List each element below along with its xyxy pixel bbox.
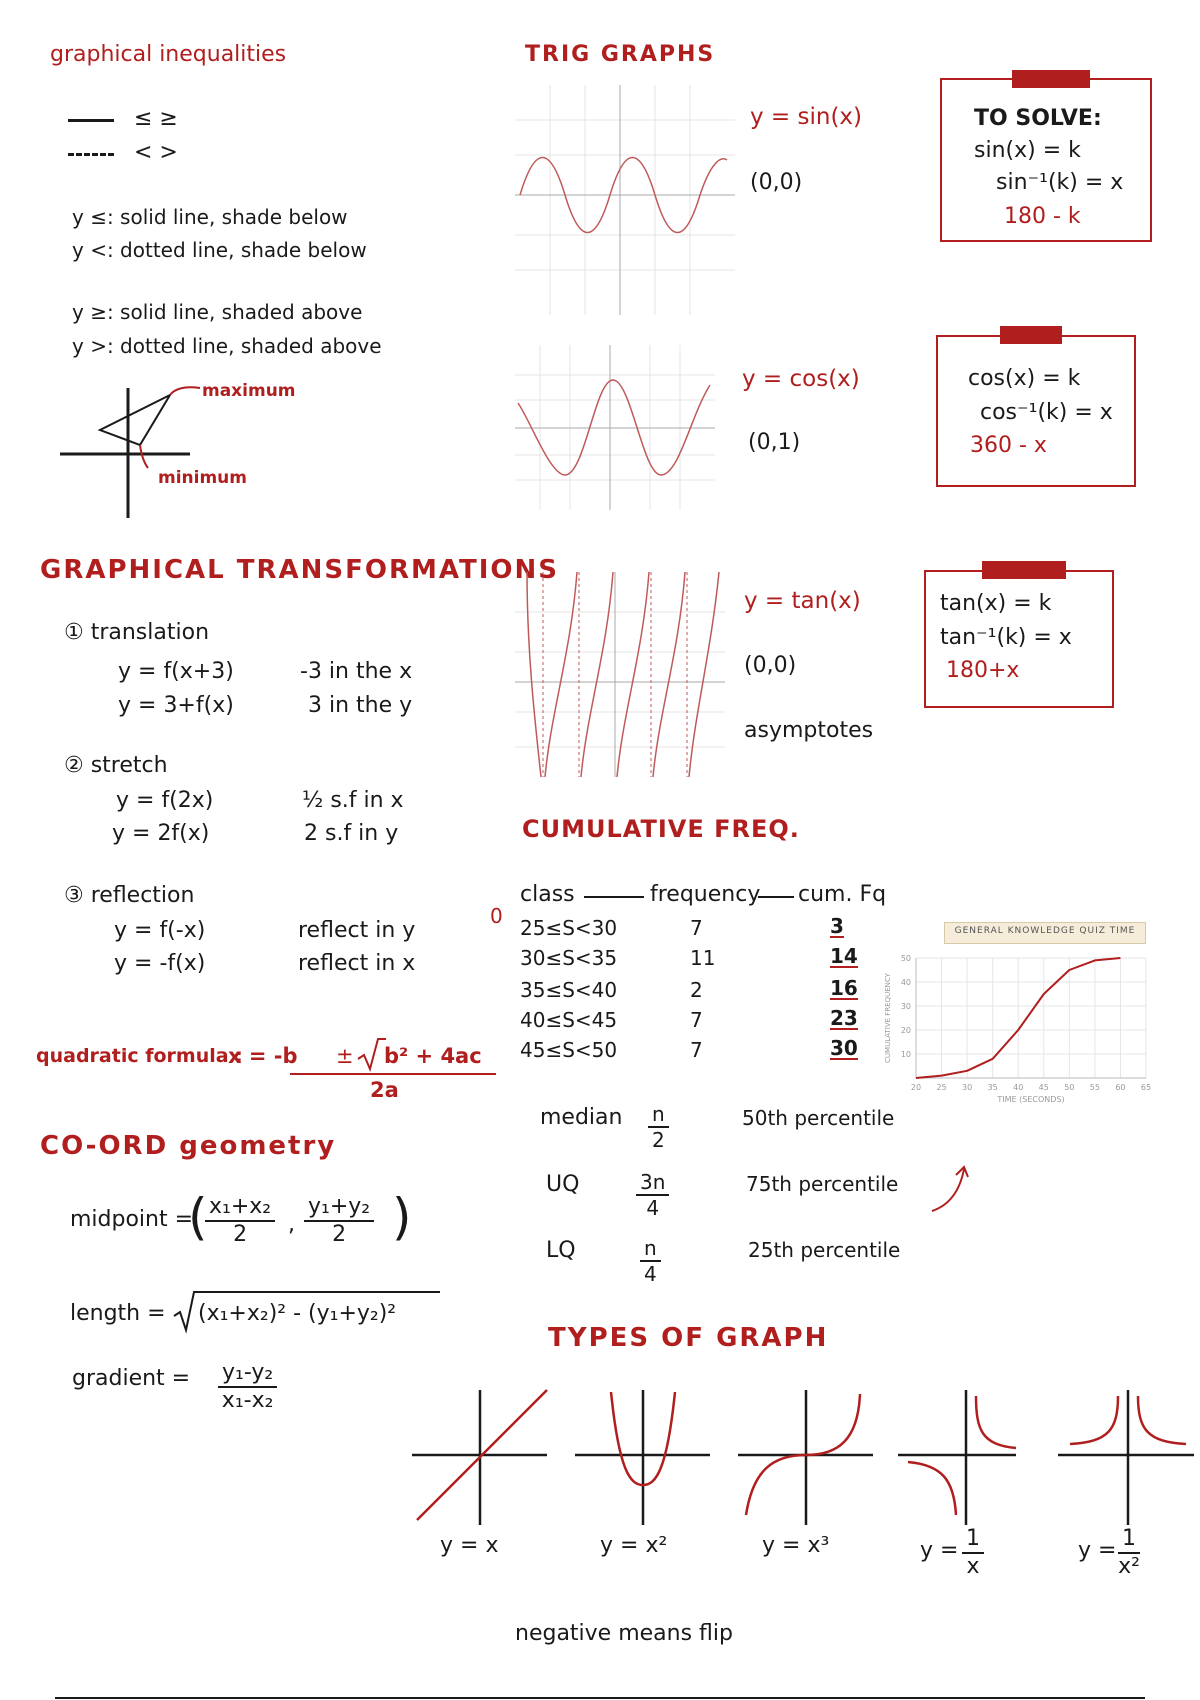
graph-quadratic-label: y = x² (600, 1533, 668, 1558)
graph-reciprocal-squared-numerator: 1 (1118, 1528, 1140, 1554)
types-title: TYPES OF GRAPH (548, 1323, 829, 1353)
midpoint-open-paren: ( (188, 1188, 208, 1246)
sine-box-tab (1012, 70, 1090, 88)
stretch-eq-1: y = f(2x) (116, 788, 214, 813)
cum-row-1: 3 (830, 914, 844, 938)
class-row-5: 45≤S<50 (520, 1038, 618, 1062)
reflection-eq-2: y = -f(x) (114, 951, 206, 976)
lq-fraction (640, 1238, 661, 1284)
chart-x-tick-label: 20 (910, 1083, 922, 1092)
gradient-numerator: y₁-y₂ (218, 1362, 277, 1388)
translation-heading: ① translation (64, 620, 210, 645)
translation-eq-1: y = f(x+3) (118, 659, 234, 684)
graph-cubic (738, 1390, 878, 1525)
sine-graph (515, 85, 735, 315)
lq-percentile: 25th percentile (748, 1238, 901, 1262)
header-class: class (520, 882, 575, 907)
midpoint-y-numerator: y₁+y₂ (304, 1196, 374, 1222)
midpoint-y-fraction (304, 1196, 374, 1246)
length-sqrt-sign (172, 1290, 198, 1334)
translation-eq-2: y = 3+f(x) (118, 693, 234, 718)
chart-y-tick-label: 10 (900, 1050, 911, 1059)
translation-note-1: -3 in the x (300, 659, 413, 684)
chart-x-tick-label: 50 (1064, 1083, 1075, 1092)
uq-denominator: 4 (646, 1196, 660, 1220)
graph-reciprocal-squared-denominator: x² (1118, 1554, 1140, 1579)
solid-key-symbols: ≤ ≥ (134, 106, 178, 131)
sqrt-sign (356, 1037, 386, 1073)
graph-cubic-label: y = x³ (762, 1533, 830, 1558)
quadratic-denominator: 2a (370, 1078, 399, 1102)
cosine-graph (515, 345, 715, 510)
midpoint-x-denominator: 2 (233, 1222, 248, 1247)
cumfreq-chart-title: GENERAL KNOWLEDGE QUIZ TIME (954, 926, 1136, 936)
coord-title: CO-ORD geometry (40, 1131, 337, 1161)
length-expression: (x₁+x₂)² - (y₁+y₂)² (198, 1301, 397, 1326)
chart-y-tick-label: 50 (900, 954, 911, 963)
midpoint-x-numerator: x₁+x₂ (205, 1196, 275, 1222)
chart-y-tick-label: 40 (900, 978, 911, 987)
freq-row-4: 7 (690, 1008, 703, 1032)
graph-reciprocal-squared-lhs: y = (1078, 1538, 1117, 1563)
reflection-heading: ③ reflection (64, 883, 195, 908)
cumfreq-title: CUMULATIVE FREQ. (522, 815, 800, 843)
stretch-heading: ② stretch (64, 753, 168, 778)
median-percentile: 50th percentile (742, 1106, 895, 1130)
class-row-1: 25≤S<30 (520, 916, 618, 940)
cosine-point: (0,1) (748, 430, 801, 455)
tangent-box-tab (982, 561, 1066, 579)
graph-reciprocal-lhs: y = (920, 1538, 959, 1563)
gradient-denominator: x₁-x₂ (221, 1388, 274, 1413)
graph-reciprocal-numerator: 1 (962, 1528, 984, 1554)
reflection-eq-1: y = f(-x) (114, 918, 206, 943)
cum-row-4: 23 (830, 1006, 858, 1030)
lq-denominator: 4 (643, 1262, 657, 1286)
graph-reciprocal (898, 1390, 1018, 1525)
midpoint-comma: , (288, 1212, 295, 1237)
uq-numerator: 3n (636, 1172, 669, 1196)
tangent-box-line-1: tan(x) = k (940, 591, 1052, 616)
arrow-to-chart (930, 1165, 970, 1215)
chart-x-tick-label: 35 (987, 1083, 998, 1092)
tangent-asymptotes-note: asymptotes (744, 718, 874, 743)
uq-fraction (636, 1172, 669, 1218)
cum-row-2: 14 (830, 944, 858, 968)
quadratic-pm: ± (336, 1044, 354, 1068)
chart-x-tick-label: 60 (1115, 1083, 1126, 1092)
chart-y-axis-label: CUMULATIVE FREQUENCY (884, 973, 892, 1063)
cosine-box-tab (1000, 326, 1062, 344)
ineq-row-4: y >: dotted line, shaded above (72, 334, 382, 358)
dotted-line-key (68, 153, 114, 156)
translation-note-2: 3 in the y (308, 693, 413, 718)
class-row-3: 35≤S<40 (520, 978, 618, 1002)
uq-label: UQ (546, 1172, 580, 1197)
minimum-label: minimum (158, 468, 248, 488)
tangent-point: (0,0) (744, 653, 797, 678)
chart-y-tick-label: 20 (900, 1026, 911, 1035)
graph-quadratic (575, 1390, 715, 1525)
header-cum-freq: cum. Fq (798, 882, 887, 907)
cumfreq-zero: 0 (490, 904, 503, 928)
stretch-note-2: 2 s.f in y (304, 821, 399, 846)
tangent-box-line-3: 180+x (946, 658, 1020, 683)
gradient-fraction (218, 1362, 277, 1412)
trig-title: TRIG GRAPHS (525, 42, 716, 67)
freq-row-5: 7 (690, 1038, 703, 1062)
sine-box-line-1: TO SOLVE: (974, 106, 1102, 131)
ineq-row-3: y ≥: solid line, shaded above (72, 300, 363, 324)
tangent-box-line-2: tan⁻¹(k) = x (940, 625, 1072, 650)
chart-x-tick-label: 65 (1140, 1083, 1152, 1092)
reflection-note-2: reflect in x (298, 951, 416, 976)
page-bottom-rule (55, 1697, 1145, 1699)
stretch-eq-2: y = 2f(x) (112, 821, 210, 846)
solid-line-key (68, 119, 114, 122)
cosine-box-line-1: cos(x) = k (968, 366, 1081, 391)
graph-reciprocal-squared (1058, 1390, 1196, 1525)
ineq-row-1: y ≤: solid line, shade below (72, 205, 348, 229)
midpoint-label: midpoint = (70, 1207, 194, 1232)
chart-x-tick-label: 25 (936, 1083, 947, 1092)
midpoint-y-denominator: 2 (332, 1222, 347, 1247)
sine-point: (0,0) (750, 170, 803, 195)
dotted-key-symbols: < > (134, 140, 178, 165)
maximum-label: maximum (202, 381, 296, 401)
cum-row-3: 16 (830, 976, 858, 1000)
header-frequency: frequency (650, 882, 761, 907)
midpoint-x-fraction (205, 1196, 275, 1246)
cum-row-5: 30 (830, 1036, 858, 1060)
graph-linear (412, 1390, 552, 1525)
quadratic-label: quadratic formula : (36, 1045, 243, 1067)
sine-box-line-4: 180 - k (1004, 204, 1081, 229)
median-fraction (648, 1104, 669, 1150)
stretch-note-1: ½ s.f in x (302, 788, 404, 813)
chart-x-tick-label: 30 (962, 1083, 973, 1092)
header-dash-1 (584, 896, 644, 898)
chart-x-tick-label: 40 (1013, 1083, 1024, 1092)
freq-row-3: 2 (690, 978, 703, 1002)
median-label: median (540, 1105, 623, 1130)
max-min-diagram (60, 380, 310, 520)
tangent-graph (515, 572, 725, 777)
lq-numerator: n (640, 1238, 661, 1262)
quadratic-lhs: x = -b (228, 1044, 298, 1068)
sine-box-line-2: sin(x) = k (974, 138, 1081, 163)
length-sqrt-bar (196, 1291, 440, 1293)
lq-label: LQ (546, 1238, 576, 1263)
quadratic-fraction-bar (290, 1073, 496, 1075)
graph-reciprocal-fraction (962, 1528, 984, 1578)
median-denominator: 2 (651, 1128, 665, 1152)
chart-x-tick-label: 45 (1038, 1083, 1049, 1092)
chart-x-tick-label: 55 (1089, 1083, 1100, 1092)
inequalities-title: graphical inequalities (50, 42, 287, 67)
sine-box-line-3: sin⁻¹(k) = x (996, 170, 1124, 195)
ineq-row-2: y <: dotted line, shade below (72, 238, 367, 262)
tangent-equation: y = tan(x) (744, 588, 861, 614)
median-numerator: n (648, 1104, 669, 1128)
uq-percentile: 75th percentile (746, 1172, 899, 1196)
cumfreq-chart (880, 950, 1170, 1110)
gradient-label: gradient = (72, 1366, 191, 1391)
freq-row-2: 11 (690, 946, 716, 970)
transformations-title: GRAPHICAL TRANSFORMATIONS (40, 555, 560, 585)
length-label: length = (70, 1301, 166, 1326)
quadratic-root: b² + 4ac (384, 1044, 482, 1068)
cosine-box-line-3: 360 - x (970, 433, 1047, 458)
chart-x-axis-label: TIME (SECONDS) (997, 1095, 1065, 1104)
cosine-equation: y = cos(x) (742, 366, 860, 392)
cosine-box-line-2: cos⁻¹(k) = x (980, 400, 1113, 425)
chart-y-tick-label: 30 (900, 1002, 911, 1011)
header-dash-2 (758, 896, 794, 898)
freq-row-1: 7 (690, 916, 703, 940)
class-row-2: 30≤S<35 (520, 946, 618, 970)
graph-linear-label: y = x (440, 1533, 499, 1558)
graph-reciprocal-denominator: x (966, 1554, 980, 1579)
reflection-note-1: reflect in y (298, 918, 416, 943)
negative-flip-note: negative means flip (515, 1621, 733, 1646)
sine-equation: y = sin(x) (750, 104, 863, 130)
class-row-4: 40≤S<45 (520, 1008, 618, 1032)
graph-reciprocal-squared-fraction (1118, 1528, 1140, 1578)
midpoint-close-paren: ) (392, 1188, 412, 1246)
